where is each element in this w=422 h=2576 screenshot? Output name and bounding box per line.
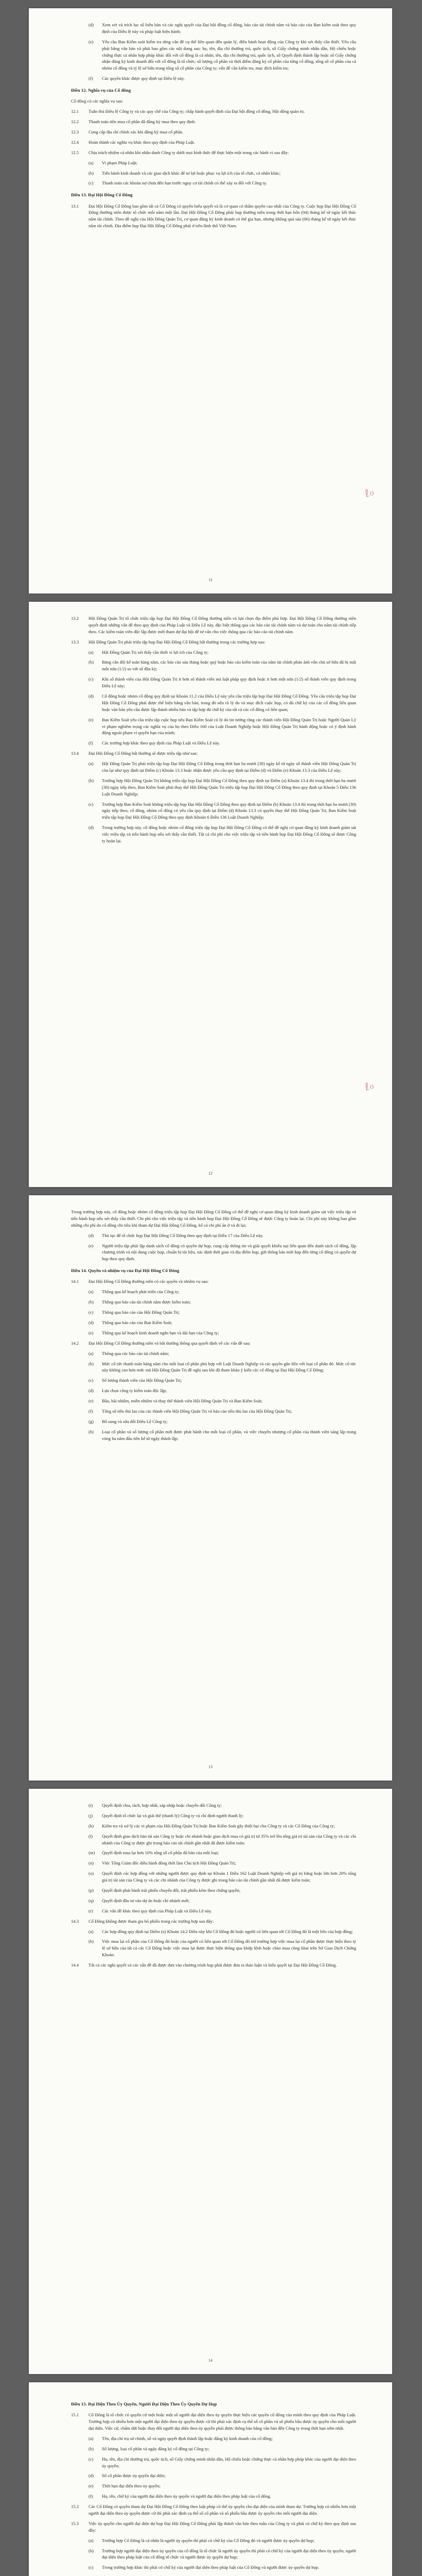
clause-number: (m) bbox=[89, 1850, 95, 1856]
clause-text: Hội Đồng Quản Trị xét thấy cần thiết vì lợi ích của Công ty; bbox=[102, 649, 209, 655]
clause-number: (b) bbox=[89, 1361, 94, 1366]
clause-number: (e) bbox=[89, 717, 94, 722]
clause-number: (j) bbox=[89, 1812, 93, 1818]
clause-number: 15.1 bbox=[71, 2412, 79, 2418]
clause-number: (b) bbox=[89, 777, 94, 783]
clause-text: Thanh toán các khoản nợ chưa đến hạn trước nguy cơ tài chính có thể xảy ra đối với Công ty. bbox=[102, 180, 267, 186]
clause-text: Lựa chọn công ty kiểm toán độc lập; bbox=[102, 1388, 167, 1394]
clause-number: 12.3 bbox=[71, 129, 79, 134]
sub-clause bbox=[89, 2456, 356, 2469]
sub-clause bbox=[89, 1350, 356, 1357]
clause-number: 13.1 bbox=[71, 203, 79, 209]
clause-number: (g) bbox=[89, 1418, 94, 1424]
clause-number: (e) bbox=[89, 1330, 94, 1335]
sub-clause bbox=[89, 22, 356, 35]
clause-number: 13.4 bbox=[71, 751, 79, 756]
clause-text: Quyết định mua lại hơn 10% tổng số cổ phần đã bán của mỗi loại; bbox=[102, 1850, 219, 1856]
clause-text: Trường hợp Hội Đồng Quản Trị không triệu tập họp Đại Hội Đồng Cổ Đông theo quy định tại Điểm (a) Khoản 13.4 thì trong thời hạn ba mươi (30) ngày tiếp theo, Ban Kiểm Soát phải thay thế Hội Đồng Quản Trị triệu tập họp Đại Hội Đồng Cổ Đông theo quy định tại Khoản 5 Điều 136 Luật Doanh Nghiệp; bbox=[102, 777, 356, 796]
clause-number: 12.4 bbox=[71, 139, 79, 145]
clause-number: (p) bbox=[89, 1888, 94, 1893]
page-number: 13 bbox=[208, 1765, 213, 1769]
clause-number: (e) bbox=[89, 39, 94, 44]
clause-text: Quyết định chia, tách, hợp nhất, sáp nhập hoặc chuyển đổi Công ty; bbox=[102, 1803, 222, 1808]
clause-number: (c) bbox=[89, 801, 94, 807]
clause-text: Các Cổ Đông có quyền tham dự Đại Hội Đồng Cổ Đông theo luật pháp có thể ủy quyền cho đại diện của mình tham dự. Trường hợp có nhiều hơn một người đại diện theo ủy quyền được cử thì phải xác định cụ thể số cổ phần và số phiếu bầu được ủy quyền cho mỗi người đại diện. bbox=[89, 2504, 356, 2516]
clause-number: (c) bbox=[89, 2456, 94, 2462]
sub-clause bbox=[89, 1232, 356, 1239]
clause-text: Số lượng, loại cổ phần và ngày đăng ký cổ đông tại Công ty; bbox=[102, 2446, 209, 2451]
sub-clause bbox=[89, 2564, 356, 2571]
clause-text: Hội Đồng Quản Trị tổ chức triệu tập họp Đại Hội Đồng Cổ Đông thường niên và lựa chọn địa điểm phù hợp. Đại Hội Đồng Cổ Đông thường niên quyết định những vấn đề theo quy định của Pháp Luật và Điều Lệ này, đặc biệt thông qua các báo cáo tài chính năm và dự toán cho năm tài chính tiếp theo. Các kiểm toán viên độc lập được mời tham dự đại hội để tư vấn cho việc thông qua các báo cáo tài chính năm. bbox=[89, 616, 356, 634]
sub-clause bbox=[89, 1418, 356, 1425]
clause-number: (c) bbox=[89, 180, 94, 186]
clause-text: Quyết định đầu tư vào dự án hoặc chi nhánh mới; bbox=[102, 1897, 190, 1903]
clause-text: Trường hợp người đại diện theo ủy quyền của cổ đông là tổ chức là người ủy quyền thì phải có chữ ký của người đại diện theo ủy quyền, người đại diện theo pháp luật của cổ đông tổ chức và người được ủy quyền dự họp; bbox=[102, 2548, 356, 2560]
clause-text: Cung cấp địa chỉ chính xác khi đăng ký mua cổ phần. bbox=[89, 129, 184, 134]
clause-text: Các hợp đồng quy định tại Điểm (o) Khoản 14.2 Điều này khi Cổ Đông đó hoặc người có liên quan tới Cổ Đông đó là một bên của hợp đồng; bbox=[102, 1928, 353, 1934]
clause-text: Ban Kiểm Soát yêu cầu triệu tập cuộc họp nếu Ban Kiểm Soát có lý do tin tưởng rằng các thành viên Hội Đồng Quản Trị hoặc Người Quản Lý vi phạm nghiêm trọng các nghĩa vụ của họ theo Điều 160 của Luật Doanh Nghiệp hoặc Hội Đồng Quản Trị hành động hoặc có ý định hành động ngoài phạm vi quyền hạn của mình; bbox=[102, 717, 356, 736]
clause-number: 15.3 bbox=[71, 2520, 79, 2526]
clause-number: (c) bbox=[89, 2565, 94, 2570]
clause-text: Thông qua kế hoạch phát triển của Công ty; bbox=[102, 1289, 180, 1295]
clause-number: (f) bbox=[89, 76, 93, 81]
clause-number: 12.1 bbox=[71, 109, 79, 114]
clause-text: Quyết định tổ chức lại và giải thể (thanh lý) Công ty và chỉ định người thanh lý; bbox=[102, 1812, 244, 1818]
sub-clause bbox=[89, 1319, 356, 1326]
document-page bbox=[29, 602, 392, 1187]
clause-number: (f) bbox=[89, 1409, 93, 1414]
clause-text: Hội Đồng Quản Trị phải triệu tập họp Đại Hội Đồng Cổ Đông bất thường trong các trường hợp sau: bbox=[89, 639, 266, 645]
clause-text: Tổng số tiền thù lao của các thành viên Hội Đồng Quản Trị và báo cáo tiền thù lao của Hội Đồng Quản Trị; bbox=[102, 1409, 292, 1414]
sub-clause bbox=[89, 1309, 356, 1316]
page-content bbox=[71, 1802, 356, 1969]
sub-clause bbox=[89, 1908, 356, 1914]
clause-text: Thời hạn đại diện theo ủy quyền; bbox=[102, 2483, 161, 2489]
sub-clause bbox=[89, 1938, 356, 1958]
clause-text: Cổ Đông là tổ chức có quyền cử một hoặc một số người đại diện theo ủy quyền thực hiện các quyền cổ đông của mình theo quy định của Pháp Luật. Trường hợp có nhiều hơn một người đại diện theo ủy quyền được cử thì phải xác định cụ thể số cổ phần và số phiếu bầu được ủy quyền cho mỗi người đại diện. Việc cử, chấm dứt hoặc thay đổi người đại diện theo ủy quyền phải được thông báo bằng văn bản đến Công ty trong thời hạn sớm nhất. bbox=[89, 2412, 356, 2431]
clause-number: (d) bbox=[89, 825, 94, 831]
clause-text: Người triệu tập phải lập danh sách cổ đông có quyền dự họp, cung cấp thông tin và giải quyết khiếu nại liên quan đến danh sách cổ đông, lập chương trình và nội dung cuộc họp, chuẩn bị tài liệu, xác định thời gian và địa điểm họp, gửi thông báo mời họp đến từng cổ đông có quyền dự họp theo quy định. bbox=[102, 1243, 356, 1262]
clause-text: Loại cổ phần và số lượng cổ phần mới được phát hành cho mỗi loại cổ phần, và việc chuyển nhượng cổ phần của thành viên sáng lập trong vòng ba năm đầu tiên kể từ ngày thành lập; bbox=[102, 1429, 356, 1441]
sub-clause bbox=[89, 717, 356, 737]
clause-number: (e) bbox=[89, 2483, 94, 2489]
sub-clause bbox=[89, 760, 356, 774]
page-content bbox=[71, 2401, 356, 2576]
sub-clause bbox=[89, 777, 356, 798]
sub-clause bbox=[89, 1887, 356, 1894]
clause-number: (a) bbox=[89, 2435, 94, 2441]
clause bbox=[71, 1962, 356, 1969]
sub-clause bbox=[89, 1812, 356, 1819]
clause-text: Thông qua báo cáo tài chính năm được kiểm toán; bbox=[102, 1299, 191, 1305]
clause bbox=[71, 1278, 356, 1285]
clause-text: Hội Đồng Quản Trị phải triệu tập họp Đại Hội Đồng Cổ Đông trong thời hạn ba mươi (30) ngày kể từ ngày số thành viên Hội Đồng Quản Trị còn lại như quy định tại Điểm (c) Khoản 13.3 hoặc nhận được yêu cầu quy định tại Điểm (d) và Điểm (e) Khoản 13.3 của Điều Lệ này; bbox=[102, 761, 356, 773]
sub-clause bbox=[89, 676, 356, 689]
clause-number: (d) bbox=[89, 22, 94, 27]
sub-clause bbox=[89, 2446, 356, 2452]
clause-number: (a) bbox=[89, 649, 94, 655]
clause-text: Tuân thủ Điều lệ Công ty và các quy chế của Công ty; chấp hành quyết định của Đại hội đồng cổ đông, Hội đồng quản trị. bbox=[89, 109, 305, 114]
clause-text: Thông qua báo cáo của Ban Kiểm Soát; bbox=[102, 1319, 172, 1325]
clause-number: 14.2 bbox=[71, 1340, 79, 1346]
clause-text: Yêu cầu Ban Kiểm soát kiểm tra từng vấn đề cụ thể liên quan đến quản lý, điều hành hoạt động của Công ty khi xét thấy cần thiết. Yêu cầu phải bằng văn bản và phải bao gồm các nội dung sau: họ, tên, địa chỉ thường trú, quốc tịch, số Giấy chứng minh nhân dân, Hộ chiếu hoặc chứng thực cá nhân hợp pháp khác đối với cổ đông là cá nhân; tên, địa chỉ thường trú, quốc tịch, số Quyết định thành lập hoặc số Giấy chứng nhận đăng ký kinh doanh đối với cổ đông là tổ chức; số lượng cổ phần và thời điểm đăng ký cổ phần của từng cổ đông, tổng số cổ phần của cả nhóm cổ đông và tỷ lệ sở hữu trong tổng số cổ phần của Công ty; vấn đề cần kiểm tra, mục đích kiểm tra; bbox=[102, 39, 356, 71]
clause-text: Tiến hành kinh doanh và các giao dịch khác để tư lợi hoặc phục vụ lợi ích của tổ chức, cá nhân khác; bbox=[102, 170, 281, 176]
page-content bbox=[71, 615, 356, 844]
paragraph: Trong trường hợp này, cổ đông hoặc nhóm cổ đông triệu tập họp Đại Hội Đồng Cổ Đông có thể đề nghị cơ quan đăng ký kinh doanh giám sát việc triệu tập và tiến hành họp nếu xét thấy cần thiết. Chi phí cho việc triệu tập và tiến hành họp Đại Hội Đồng Cổ Đông sẽ được Công ty hoàn lại. Chi phí này không bao gồm những chi phí do cổ đông chi tiêu khi tham dự Đại Hội Đồng Cổ Đông, kể cả chi phí ăn ở và đi lại; bbox=[71, 1209, 356, 1228]
clause bbox=[71, 108, 356, 115]
clause-number: (c) bbox=[89, 676, 94, 682]
sub-clause bbox=[89, 659, 356, 672]
document-page bbox=[29, 1195, 392, 1781]
sub-clause bbox=[89, 2435, 356, 2442]
handwritten-initial-mark: ℓℴ bbox=[363, 1078, 376, 1093]
clause-text: Đại Hội Đồng Cổ Đông bất thường sẽ được triệu tập như sau: bbox=[89, 751, 198, 756]
clause-number: (d) bbox=[89, 1319, 94, 1325]
clause bbox=[71, 203, 356, 230]
clause-number: (b) bbox=[89, 2446, 94, 2451]
clause-text: Thanh toán tiền mua cổ phần đã đăng ký mua theo quy định. bbox=[89, 119, 196, 125]
clause-text: Thông qua kế hoạch kinh doanh ngắn hạn và dài hạn của Công ty; bbox=[102, 1330, 219, 1335]
clause-text: Trường hợp Ban Kiểm Soát không triệu tập họp Đại Hội Đồng Cổ Đông theo quy định tại Điểm (b) Khoản 13.4 thì trong thời hạn ba mươi (30) ngày tiếp theo, cổ đông, nhóm cổ đông có yêu cầu quy định tại Điểm (d) Khoản 13.3 có quyền thay thế Hội Đồng Quản Trị, Ban Kiểm Soát triệu tập họp Đại Hội Đồng Cổ Đông theo quy định Khoản 6 Điều 136 Luật Doanh Nghiệp; bbox=[102, 801, 356, 820]
clause-text: Quyết định các hợp đồng với những người được quy định tại Khoản 1 Điều 162 Luật Doanh Nghiệp với giá trị bằng hoặc lớn hơn 20% tổng giá trị tài sản của Công ty và các chi nhánh của Công ty được ghi trong báo cáo tài chính gần nhất đã được kiểm toán; bbox=[102, 1871, 356, 1883]
clause-text: Bảng cân đối kế toán hàng năm, các báo cáo sáu tháng hoặc quý hoặc báo cáo kiểm toán của năm tài chính phản ánh vốn chủ sở hữu đã bị mất một nửa (1/2) so với số đầu kỳ; bbox=[102, 659, 356, 672]
clause-text: Đại Hội Đồng Cổ Đông thường niên có các quyền và nhiệm vụ sau: bbox=[89, 1279, 209, 1284]
clause-number: (b) bbox=[89, 659, 94, 665]
clause-text: Kiểm tra và xử lý các vi phạm của Hội Đồng Quản Trị hoặc Ban Kiểm Soát gây thiệt hại cho Công ty và các Cổ Đông của Công ty; bbox=[102, 1823, 335, 1828]
clause-number: (b) bbox=[89, 170, 94, 176]
clause-text: Xem xét và trích lục sổ biên bản và các nghị quyết của Đại hội đồng cổ đông, báo cáo tài chính năm và báo cáo của Ban kiểm soát theo quy định của Điều lệ này và pháp luật hiện hành; bbox=[102, 22, 356, 34]
clause-number: 13.3 bbox=[71, 639, 79, 645]
clause-number: (a) bbox=[89, 761, 94, 767]
clause-number: (c) bbox=[89, 1378, 94, 1383]
clause-number: (e) bbox=[89, 1243, 94, 1248]
clause-number: (d) bbox=[89, 2473, 94, 2479]
clause-number: 12.5 bbox=[71, 149, 79, 155]
clause-number: (f) bbox=[89, 740, 93, 746]
clause-text: Số cổ phần được ủy quyền đại diện; bbox=[102, 2473, 166, 2479]
clause-text: Hoàn thành các nghĩa vụ khác theo quy định của Pháp Luật. bbox=[89, 139, 195, 145]
clause-text: Việc ủy quyền cho người đại diện dự họp Đại Hội Đồng Cổ Đông phải lập thành văn bản theo mẫu của Công ty và phải có chữ ký theo quy định sau đây: bbox=[89, 2520, 356, 2533]
sub-clause bbox=[89, 1387, 356, 1394]
clause-text: Vi phạm Pháp Luật; bbox=[102, 160, 137, 165]
clause-text: Trường hợp Cổ Đông là cá nhân là người ủy quyền thì phải có chữ ký của Cổ Đông đó và người được ủy quyền dự họp; bbox=[102, 2537, 314, 2543]
clause-number: (b) bbox=[89, 2548, 94, 2553]
clause bbox=[71, 129, 356, 135]
clause-text: Bầu, bãi nhiệm, miễn nhiệm và thay thế thành viên Hội Đồng Quản Trị và Ban Kiểm Soát; bbox=[102, 1398, 262, 1404]
clause-number: (r) bbox=[89, 1908, 93, 1913]
clause-number: (h) bbox=[89, 1429, 94, 1434]
sub-clause bbox=[89, 824, 356, 844]
sub-clause bbox=[89, 740, 356, 747]
clause-text: Tên, địa chỉ trụ sở chính, số và ngày quyết định thành lập hoặc đăng ký kinh doanh của cổ đông; bbox=[102, 2435, 273, 2441]
clause-number: (d) bbox=[89, 693, 94, 699]
clause-text: Các quyền khác được quy định tại Điều lệ này. bbox=[102, 76, 185, 81]
clause bbox=[71, 750, 356, 757]
clause-text: Việc Tổng Giám đốc điều hành đồng thời làm Chủ tịch Hội Đồng Quản Trị; bbox=[102, 1860, 236, 1866]
clause-number: (f) bbox=[89, 2494, 93, 2499]
clause-number: (b) bbox=[89, 1939, 94, 1944]
sub-clause bbox=[89, 2537, 356, 2544]
clause-text: Số lượng thành viên của Hội Đồng Quản Trị; bbox=[102, 1378, 182, 1383]
sub-clause bbox=[89, 1299, 356, 1306]
clause-text: Họ, tên, chữ ký của người đại diện theo ủy quyền và người đại diện theo pháp luật của cổ đông. bbox=[102, 2494, 271, 2499]
sub-clause bbox=[89, 649, 356, 656]
clause-number: 14.4 bbox=[71, 1962, 79, 1968]
handwritten-initial-mark: ℓℴ bbox=[363, 485, 376, 500]
clause bbox=[71, 149, 356, 156]
clause-number: 15.2 bbox=[71, 2504, 79, 2510]
clause bbox=[71, 615, 356, 635]
clause-text: Tất cả các nghị quyết và các vấn đề đã được đưa vào chương trình họp phải được đưa ra thảo luận và biểu quyết tại Đại Hội Đồng Cổ Đông. bbox=[89, 1962, 337, 1968]
sub-clause bbox=[89, 1860, 356, 1867]
clause-text: Khi số thành viên của Hội Đồng Quản Trị ít hơn số thành viên mà luật pháp quy định hoặc ít hơn một nửa (1/2) số thành viên quy định trong Điều Lệ này; bbox=[102, 676, 356, 689]
sub-clause bbox=[89, 2472, 356, 2479]
clause-text: Các vấn đề khác theo quy định của Pháp Luật và Điều Lệ này. bbox=[102, 1908, 212, 1913]
clause-text: Thông qua các báo cáo tài chính năm; bbox=[102, 1350, 169, 1356]
sub-clause bbox=[89, 1243, 356, 1263]
sub-clause bbox=[89, 1289, 356, 1295]
sub-clause bbox=[89, 170, 356, 177]
clause-text: Thủ tục để tổ chức họp Đại Hội Đồng Cổ Đông theo quy định tại Điều 17 của Điều Lệ này. bbox=[102, 1232, 263, 1238]
clause bbox=[71, 2412, 356, 2432]
clause-text: Họ, tên, địa chỉ thường trú, quốc tịch, số Giấy chứng minh nhân dân, Hộ chiếu hoặc chứng thực cá nhân hợp pháp khác của người đại diện theo ủy quyền; bbox=[102, 2456, 356, 2468]
clause-number: (a) bbox=[89, 2537, 94, 2543]
clause bbox=[71, 2503, 356, 2517]
clause-text: Mức cổ tức thanh toán hàng năm cho mỗi loại cổ phần phù hợp với Luật Doanh Nghiệp và các quyền gắn liền với loại cổ phần đó. Mức cổ tức này không cao hơn mức mà Hội Đồng Quản Trị đề nghị sau khi đã tham khảo ý kiến các cổ đông tại Đại Hội Đồng Cổ Đông; bbox=[102, 1361, 356, 1373]
clause-text: Bổ sung và sửa đổi Điều Lệ Công ty; bbox=[102, 1418, 168, 1424]
article-heading: Điều 14. Quyền và nhiệm vụ của Đại Hội Đồng Cổ Đông bbox=[71, 1268, 180, 1274]
sub-clause bbox=[89, 180, 356, 187]
sub-clause bbox=[89, 1833, 356, 1846]
sub-clause bbox=[89, 2493, 356, 2500]
clause-number: (a) bbox=[89, 1928, 94, 1934]
clause bbox=[71, 639, 356, 646]
document-page bbox=[29, 1789, 392, 2374]
article-heading: Điều 15. Đại Diện Theo Ủy Quyền, Người Đại Diện Theo Ủy Quyền Dự Họp bbox=[71, 2401, 217, 2406]
page-content bbox=[71, 1209, 356, 1442]
clause bbox=[71, 1918, 356, 1925]
sub-clause bbox=[89, 1823, 356, 1829]
clause-text: Quyết định giao dịch bán tài sản Công ty hoặc chi nhánh hoặc giao dịch mua có giá trị từ 35% trở lên tổng giá trị tài sản của Công ty và các chi nhánh của Công ty được ghi trong báo cáo tài chính gần nhất đã được kiểm toán; bbox=[102, 1833, 356, 1845]
clause-number: (a) bbox=[89, 160, 94, 165]
clause-number: 14.1 bbox=[71, 1279, 79, 1284]
sub-clause bbox=[89, 1361, 356, 1374]
clause bbox=[71, 2520, 356, 2534]
clause-number: (a) bbox=[89, 1289, 94, 1295]
clause-text: Đại Hội Đồng Cổ Đông thường niên và bất thường thông qua quyết định về các vấn đề sau: bbox=[89, 1340, 251, 1346]
sub-clause bbox=[89, 1429, 356, 1442]
page-content bbox=[71, 22, 356, 229]
sub-clause bbox=[89, 1802, 356, 1809]
clause-number: (o) bbox=[89, 1871, 94, 1876]
sub-clause bbox=[89, 1330, 356, 1336]
clause-text: Trong trường hợp khác thì phải có chữ ký của người đại diện theo pháp luật của Cổ Đông và người được ủy quyền dự họp. bbox=[102, 2565, 320, 2570]
page-number: 11 bbox=[208, 578, 213, 582]
article-heading: Điều 12. Nghĩa vụ của Cổ đông bbox=[71, 88, 131, 93]
sub-clause bbox=[89, 1408, 356, 1415]
clause-number: 12.2 bbox=[71, 119, 79, 125]
sub-clause bbox=[89, 75, 356, 82]
sub-clause bbox=[89, 1897, 356, 1904]
page-number: 12 bbox=[208, 1171, 213, 1176]
sub-clause bbox=[89, 801, 356, 821]
clause-number: (a) bbox=[89, 1350, 94, 1356]
clause-number: (l) bbox=[89, 1833, 93, 1839]
article-heading: Điều 13. Đại Hội Đồng Cổ Đông bbox=[71, 192, 133, 198]
sub-clause bbox=[89, 1870, 356, 1884]
clause-number: (c) bbox=[89, 1310, 94, 1315]
sub-clause bbox=[89, 2548, 356, 2561]
page-number: 14 bbox=[208, 2358, 213, 2363]
clause-number: 13.2 bbox=[71, 616, 79, 621]
document-page bbox=[29, 8, 392, 594]
paragraph: Cổ đông có các nghĩa vụ sau: bbox=[71, 98, 124, 104]
clause-text: Cổ đông hoặc nhóm cổ đông quy định tại Khoản 11.2 của Điều Lệ này yêu cầu triệu tập họp Đại Hội Đồng Cổ Đông. Yêu cầu triệu tập họp Đại Hội Đồng Cổ Đông phải được thể hiện bằng văn bản, trong đó nêu rõ lý do và mục đích cuộc họp, có đủ chữ ký của các cổ đông liên quan hoặc văn bản yêu cầu được lập thành nhiều bản và tập hợp đủ chữ ký của tất cả các cổ đông có liên quan; bbox=[102, 693, 356, 712]
clause-number: (d) bbox=[89, 1232, 94, 1238]
clause-number: 14.3 bbox=[71, 1918, 79, 1924]
clause-text: Chịu trách nhiệm cá nhân khi nhân danh Công ty dưới mọi hình thức để thực hiện một trong các hành vi sau đây: bbox=[89, 149, 289, 155]
clause-text: Cổ Đông không được tham gia bỏ phiếu trong các trường hợp sau đây: bbox=[89, 1918, 214, 1924]
sub-clause bbox=[89, 693, 356, 713]
clause bbox=[71, 139, 356, 146]
sub-clause bbox=[89, 1398, 356, 1404]
clause-text: Các trường hợp khác theo quy định của Pháp Luật và Điều Lệ này. bbox=[102, 740, 220, 746]
sub-clause bbox=[89, 1928, 356, 1935]
clause-text: Quyết định phát hành trái phiếu chuyển đổi, trái phiếu kèm theo chứng quyền; bbox=[102, 1888, 241, 1893]
sub-clause bbox=[89, 2483, 356, 2489]
clause-text: Việc mua lại cổ phần của Cổ Đông đó hoặc của người có liên quan tới Cổ Đông đó trừ trường hợp việc mua lại cổ phần được thực hiện theo tỷ lệ sở hữu của tất cả các Cổ Đông hoặc việc mua lại được thực hiện thông qua khớp lệnh hoặc chào mua công khai trên Sở Giao Dịch Chứng Khoán. bbox=[102, 1939, 356, 1958]
clause-text: Trong trường hợp này, cổ đông hoặc nhóm cổ đông triệu tập họp Đại Hội Đồng Cổ Đông có thể đề nghị cơ quan đăng ký kinh doanh giám sát việc triệu tập và tiến hành họp nếu xét thấy cần thiết. Tất cả chi phí cho việc triệu tập và tiến hành họp Đại Hội Đồng Cổ Đông sẽ được Công ty hoàn lại. bbox=[102, 825, 356, 844]
clause-number: (b) bbox=[89, 1299, 94, 1305]
sub-clause bbox=[89, 39, 356, 72]
clause-number: (i) bbox=[89, 1803, 93, 1808]
clause-number: (n) bbox=[89, 1860, 94, 1866]
clause-number: (q) bbox=[89, 1897, 94, 1903]
sub-clause bbox=[89, 160, 356, 166]
clause-number: (d) bbox=[89, 1388, 94, 1394]
clause-text: Đại Hội Đồng Cổ Đông bao gồm tất cả Cổ Đông có quyền biểu quyết và là cơ quan có thẩm quyền cao nhất của Công ty. Cuộc họp Đại Hội Đồng Cổ Đông thường niên được tổ chức mỗi năm một lần. Đại Hội Đồng Cổ Đông phải họp thường niên trong thời hạn bốn (04) tháng kể từ ngày kết thúc năm tài chính. Theo đề nghị của Hội Đồng Quản Trị, cơ quan đăng ký kinh doanh có thể gia hạn, nhưng không quá sáu (06) tháng kể từ ngày kết thúc năm tài chính. Địa điểm họp Đại Hội Đồng Cổ Đông phải ở trên lãnh thổ Việt Nam. bbox=[89, 203, 356, 229]
clause-number: (e) bbox=[89, 1398, 94, 1404]
clause-text: Thông qua báo cáo của Hội Đồng Quản Trị; bbox=[102, 1310, 180, 1315]
clause-number: (k) bbox=[89, 1823, 94, 1828]
sub-clause bbox=[89, 1377, 356, 1384]
clause bbox=[71, 118, 356, 125]
sub-clause bbox=[89, 1850, 356, 1856]
clause bbox=[71, 1340, 356, 1347]
document-page bbox=[29, 2382, 392, 2576]
